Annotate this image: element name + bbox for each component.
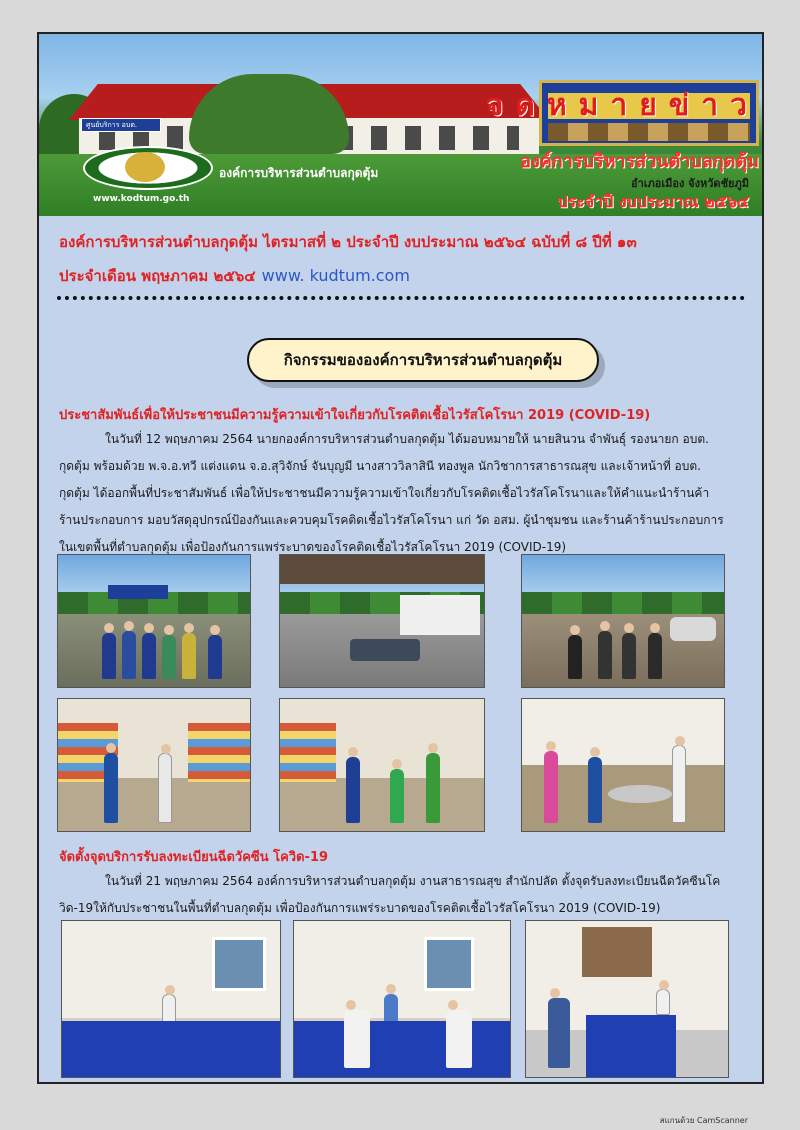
banner-title: จดหมายข่าว: [485, 88, 759, 123]
issue-month: ประจำเดือน พฤษภาคม ๒๕๖๔: [59, 267, 256, 285]
activity-photo: [521, 554, 725, 688]
banner-url: www.kodtum.go.th: [93, 194, 190, 204]
paragraph-line: [59, 868, 747, 895]
paragraph-line: วิด-19ให้กับประชาชนในพื้นที่ตำบลกุดตุ้ม เพื่อป้องกันการแพร่ระบาดของโรคติดเชื้อไวรัสโคโรนา 2019 (COVID-19): [59, 901, 661, 915]
paragraph-line: ในเขตพื้นที่ตำบลกุดตุ้ม เพื่อป้องกันการแพร่ระบาดของโรคติดเชื้อไวรัสโคโรนา 2019 (COVID-19): [59, 540, 567, 554]
issue-info-line: องค์การบริหารส่วนตำบลกุดตุ้ม ไตรมาสที่ ๒ ประจำปี งบประมาณ ๒๕๖๔ ฉบับที่ ๘ ปีที่ ๑๓: [59, 233, 637, 251]
paragraph-line: [59, 426, 747, 453]
activity-photo: [57, 554, 251, 688]
vaccine-registration-photo: [61, 920, 281, 1078]
activity-photo: [279, 698, 485, 832]
banner-org-name-left: องค์การบริหารส่วนตำบลกุดตุ้ม: [219, 166, 379, 180]
scanner-watermark: สแกนด้วย CamScanner: [659, 1116, 748, 1125]
banner-small-sign-text: ศูนย์บริการ อบต.: [86, 121, 138, 129]
activity-photo: [57, 698, 251, 832]
activity-photo: [521, 698, 725, 832]
newsletter-page: [37, 32, 764, 1084]
section1-title: ประชาสัมพันธ์เพื่อให้ประชาชนมีความรู้ความเข้าใจเกี่ยวกับโรคติดเชื้อไวรัสโคโรนา 2019 (COVID-19): [59, 408, 651, 423]
issue-month-line: [59, 264, 410, 288]
banner-org-name: องค์การบริหารส่วนตำบลกุดตุ้ม: [520, 151, 759, 172]
banner-place: อำเภอเมือง จังหวัดชัยภูมิ: [630, 177, 749, 190]
banner: [39, 34, 762, 216]
org-logo: [83, 146, 213, 190]
section2-paragraph: [59, 868, 747, 922]
section1-paragraph: [59, 426, 747, 561]
activity-photo: [279, 554, 485, 688]
paragraph-line-text: ในวันที่ 12 พฤษภาคม 2564 นายกองค์การบริหารส่วนตำบลกุดตุ้ม ได้มอบหมายให้ นายสินวน จำพันธุ์ รองนายก อบต.: [105, 432, 709, 446]
section2-title: จัดตั้งจุดบริการรับลงทะเบียนฉีดวัคซีน โควิด-19: [59, 850, 329, 865]
vaccine-registration-photo: [525, 920, 729, 1078]
banner-small-sign: [81, 118, 161, 132]
paragraph-line: กุดตุ้ม ได้ออกพื้นที่ประชาสัมพันธ์ เพื่อให้ประชาชนมีความรู้ความเข้าใจเกี่ยวกับโรคติดเชื้อไวรัสโคโรนาและให้คำแนะนำร้านค้า: [59, 486, 710, 500]
divider: [57, 296, 745, 300]
activities-heading: กิจกรรมขององค์การบริหารส่วนตำบลกุดตุ้ม: [247, 338, 599, 382]
vaccine-registration-photo: [293, 920, 511, 1078]
paragraph-line-text: ในวันที่ 21 พฤษภาคม 2564 องค์การบริหารส่วนตำบลกุดตุ้ม งานสาธารณสุข สำนักปลัด ตั้งจุดรับลงทะเบียนฉีดวัคซีนโค: [105, 874, 721, 888]
banner-fiscal-year: ประจำปี งบประมาณ ๒๕๖๔: [557, 192, 749, 211]
website-link[interactable]: www. kudtum.com: [261, 266, 410, 285]
paragraph-line: ร้านประกอบการ มอบวัสดุอุปกรณ์ป้องกันและควบคุมโรคติดเชื้อไวรัสโคโรนา แก่ วัด อสม. ผู้นำชุมชน และร้านค้าร้านประกอบการ: [59, 513, 724, 527]
paragraph-line: กุดตุ้ม พร้อมด้วย พ.จ.อ.ทวี แต่งแดน จ.อ.สุวิจักษ์ จันบุญมี นางสาววิลาสินี ทองพูล นักวิชาการสาธารณสุข และเจ้าหน้าที่ อบต.: [59, 459, 701, 473]
org-emblem-icon: [125, 152, 165, 182]
